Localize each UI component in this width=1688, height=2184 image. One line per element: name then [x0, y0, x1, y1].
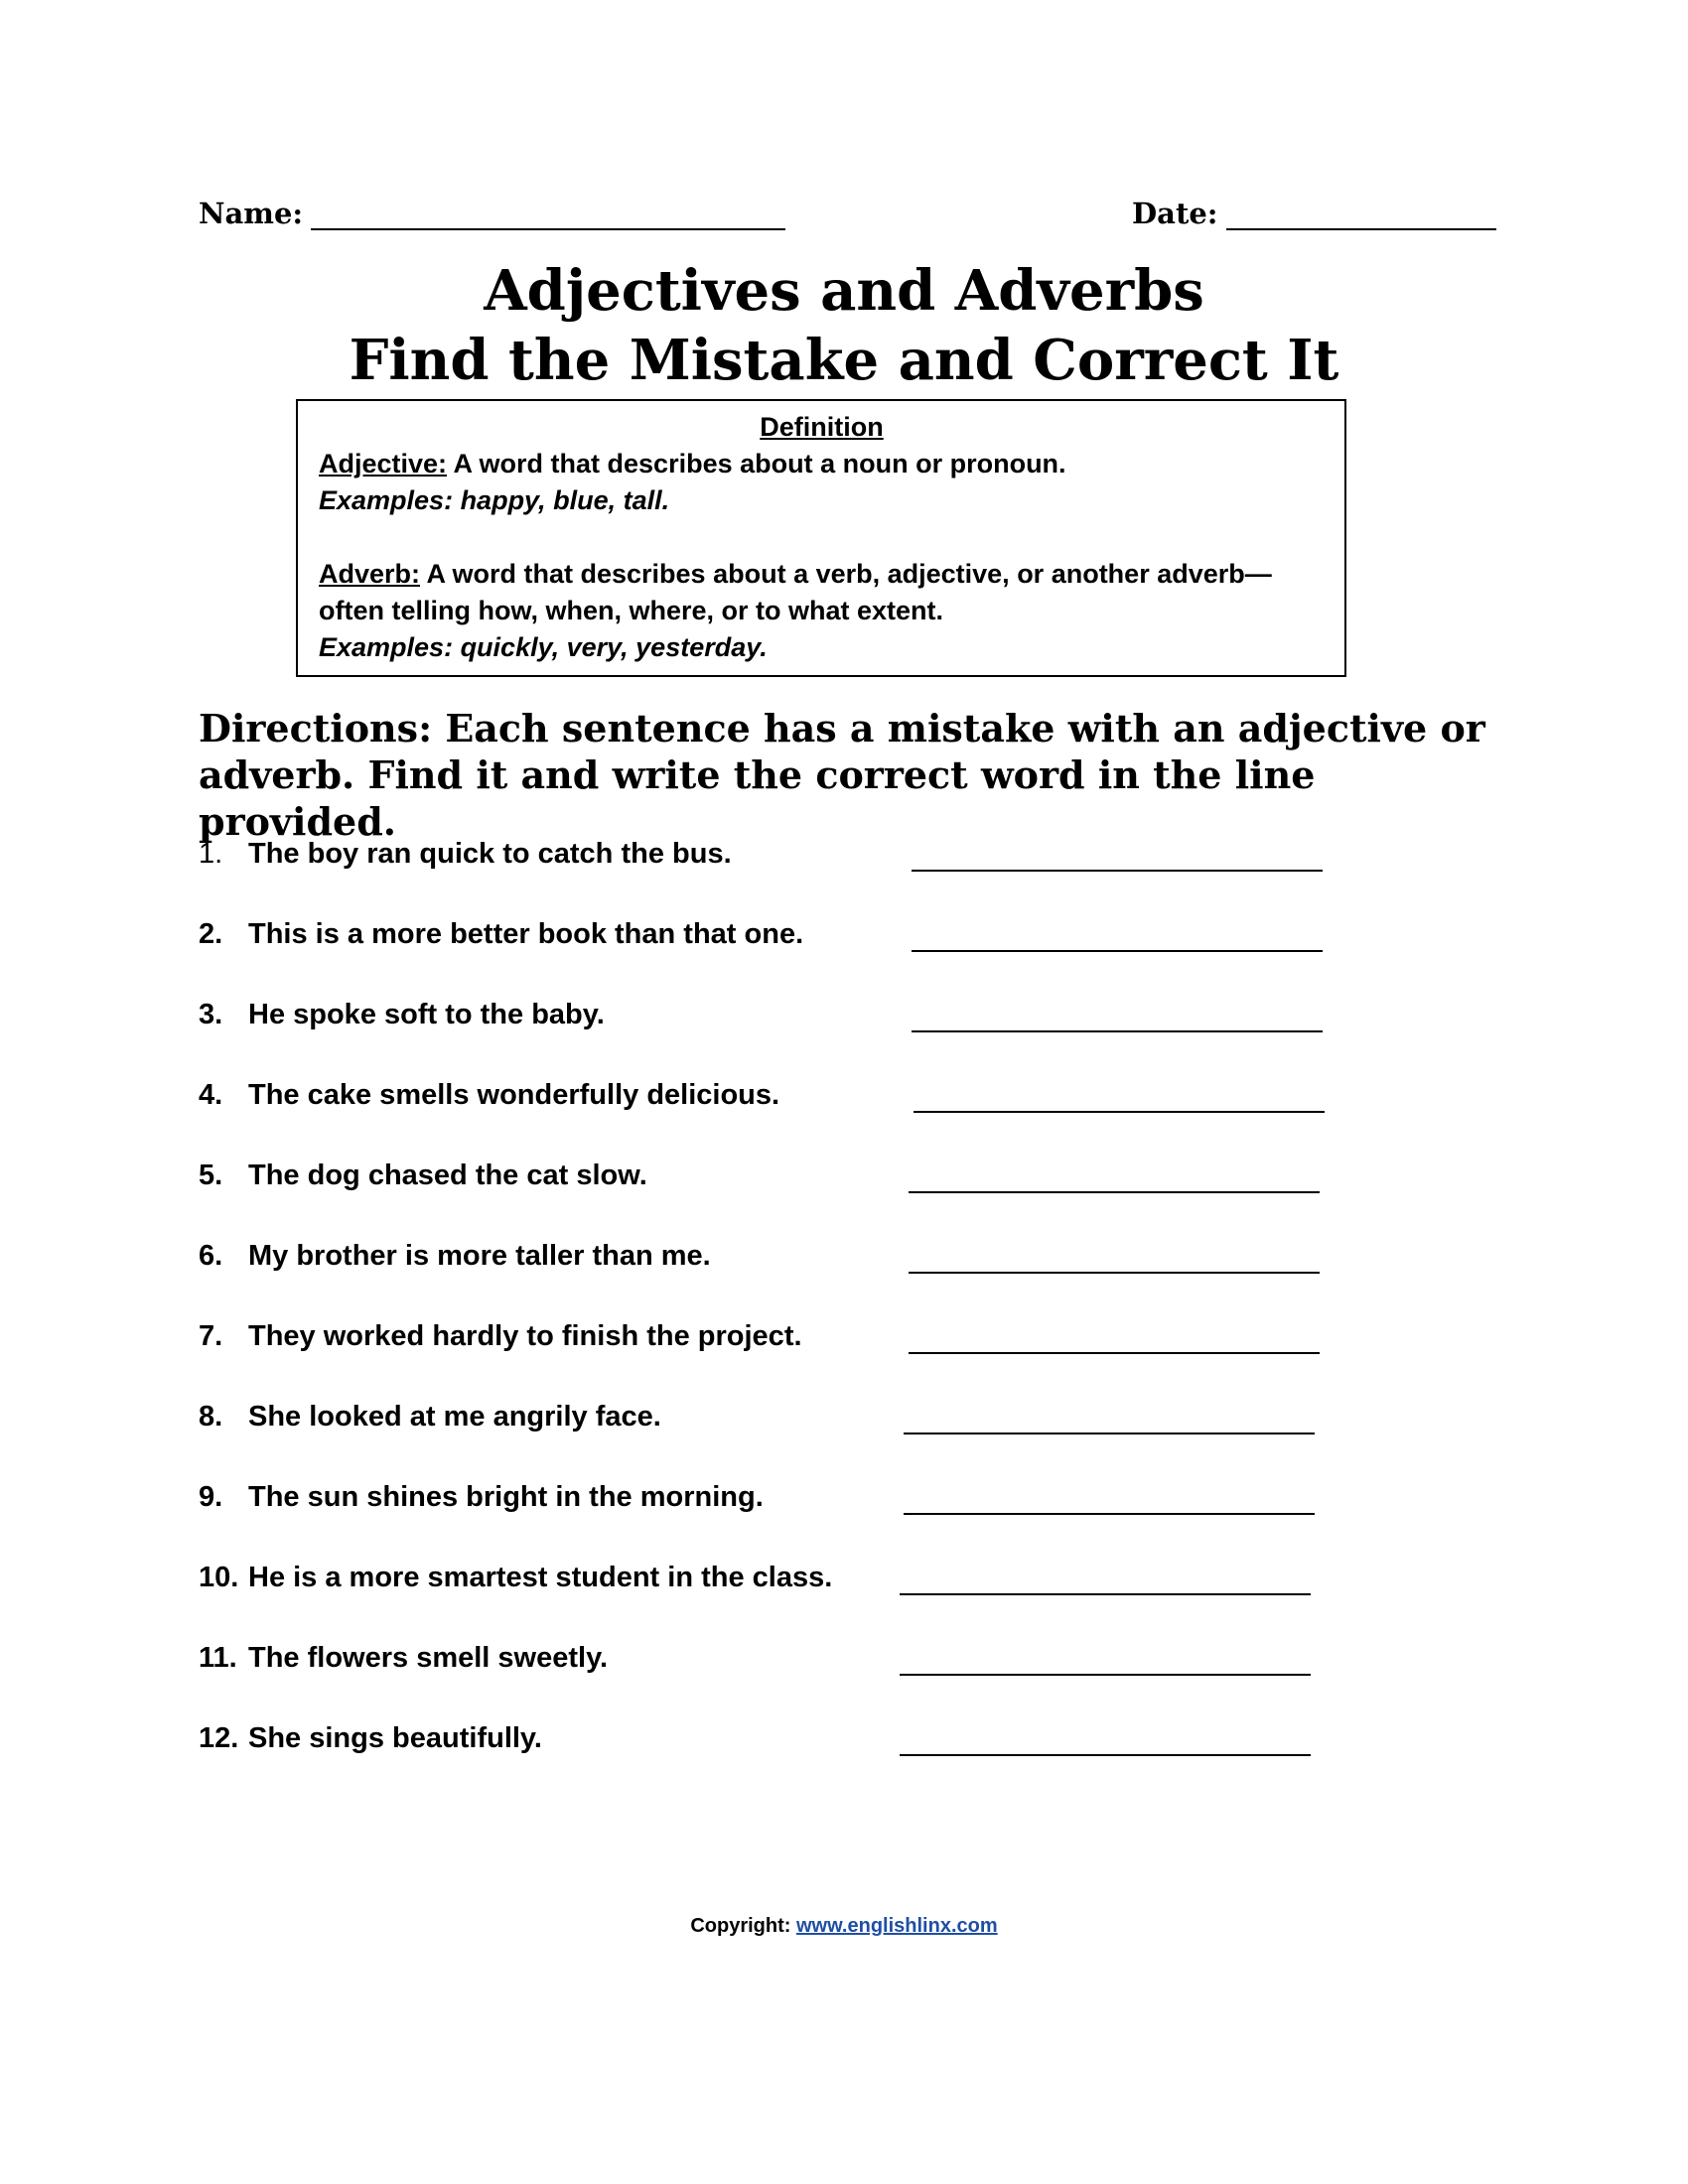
definition-spacer [319, 519, 1325, 556]
question-number: 7. [199, 1320, 223, 1352]
answer-line[interactable] [909, 1154, 1320, 1193]
question-number: 10. [199, 1562, 239, 1593]
question-text: The dog chased the cat slow. [248, 1160, 647, 1191]
question-11 [199, 1636, 1390, 1680]
question-number: 9. [199, 1481, 223, 1513]
question-number: 8. [199, 1401, 223, 1433]
answer-line[interactable] [912, 832, 1323, 872]
question-text: My brother is more taller than me. [248, 1240, 711, 1272]
adjective-term: Adjective: [319, 449, 448, 478]
question-number: 6. [199, 1240, 223, 1272]
question-3 [199, 993, 1390, 1036]
answer-line[interactable] [914, 1073, 1325, 1113]
question-9 [199, 1475, 1390, 1519]
answer-line[interactable] [912, 912, 1323, 952]
answer-line[interactable] [900, 1716, 1311, 1756]
answer-line[interactable] [904, 1395, 1315, 1434]
adverb-term: Adverb: [319, 559, 421, 589]
question-12 [199, 1716, 1390, 1760]
definition-box [296, 399, 1346, 677]
question-number: 2. [199, 918, 223, 950]
question-text: He spoke soft to the baby. [248, 999, 605, 1030]
question-number: 3. [199, 999, 223, 1030]
answer-line[interactable] [900, 1636, 1311, 1676]
question-1 [199, 832, 1390, 876]
question-text: The flowers smell sweetly. [248, 1642, 609, 1674]
date-field [1132, 197, 1496, 230]
question-number: 5. [199, 1160, 223, 1191]
question-2 [199, 912, 1390, 956]
question-6 [199, 1234, 1390, 1278]
date-label: Date: [1132, 197, 1218, 230]
worksheet-header [199, 197, 1483, 240]
answer-line[interactable] [900, 1556, 1311, 1595]
copyright-link[interactable]: www.englishlinx.com [796, 1915, 998, 1937]
name-blank-line[interactable] [311, 199, 785, 230]
answer-line[interactable] [912, 993, 1323, 1032]
question-text: The sun shines bright in the morning. [248, 1481, 764, 1513]
question-text: He is a more smartest student in the class. [248, 1562, 833, 1593]
question-text: This is a more better book than that one. [248, 918, 804, 950]
question-4 [199, 1073, 1390, 1117]
question-8 [199, 1395, 1390, 1438]
adjective-examples: Examples: happy, blue, tall. [319, 485, 670, 515]
question-text: She looked at me angrily face. [248, 1401, 661, 1433]
definition-heading: Definition [760, 412, 884, 442]
date-blank-line[interactable] [1226, 199, 1496, 230]
question-text: The boy ran quick to catch the bus. [248, 838, 732, 870]
question-number: 1. [199, 838, 223, 870]
question-number: 12. [199, 1722, 239, 1754]
question-text: She sings beautifully. [248, 1722, 542, 1754]
copyright-footer [0, 1915, 1688, 1938]
adjective-definition [319, 446, 1325, 482]
directions: Directions: Each sentence has a mistake with an adjective or adverb. Find it and write the correct word in the line provided. [199, 706, 1485, 844]
question-text: They worked hardly to finish the project. [248, 1320, 802, 1352]
page-subtitle: Find the Mistake and Correct It [349, 328, 1339, 393]
answer-line[interactable] [909, 1314, 1320, 1354]
page-title: Adjectives and Adverbs [484, 258, 1204, 324]
adjective-text: A word that describes about a noun or pronoun. [447, 449, 1066, 478]
answer-line[interactable] [909, 1234, 1320, 1274]
adverb-text: A word that describes about a verb, adjective, or another adverb—often telling how, when, where, or to what extent. [319, 559, 1272, 625]
question-5 [199, 1154, 1390, 1197]
adverb-examples: Examples: quickly, very, yesterday. [319, 632, 768, 662]
answer-line[interactable] [904, 1475, 1315, 1515]
question-10 [199, 1556, 1390, 1599]
name-field [199, 197, 785, 230]
question-text: The cake smells wonderfully delicious. [248, 1079, 780, 1111]
question-number: 11. [199, 1642, 237, 1674]
name-label: Name: [199, 197, 304, 230]
adverb-definition [319, 556, 1325, 629]
question-7 [199, 1314, 1390, 1358]
question-number: 4. [199, 1079, 223, 1111]
copyright-label: Copyright: [690, 1915, 796, 1937]
